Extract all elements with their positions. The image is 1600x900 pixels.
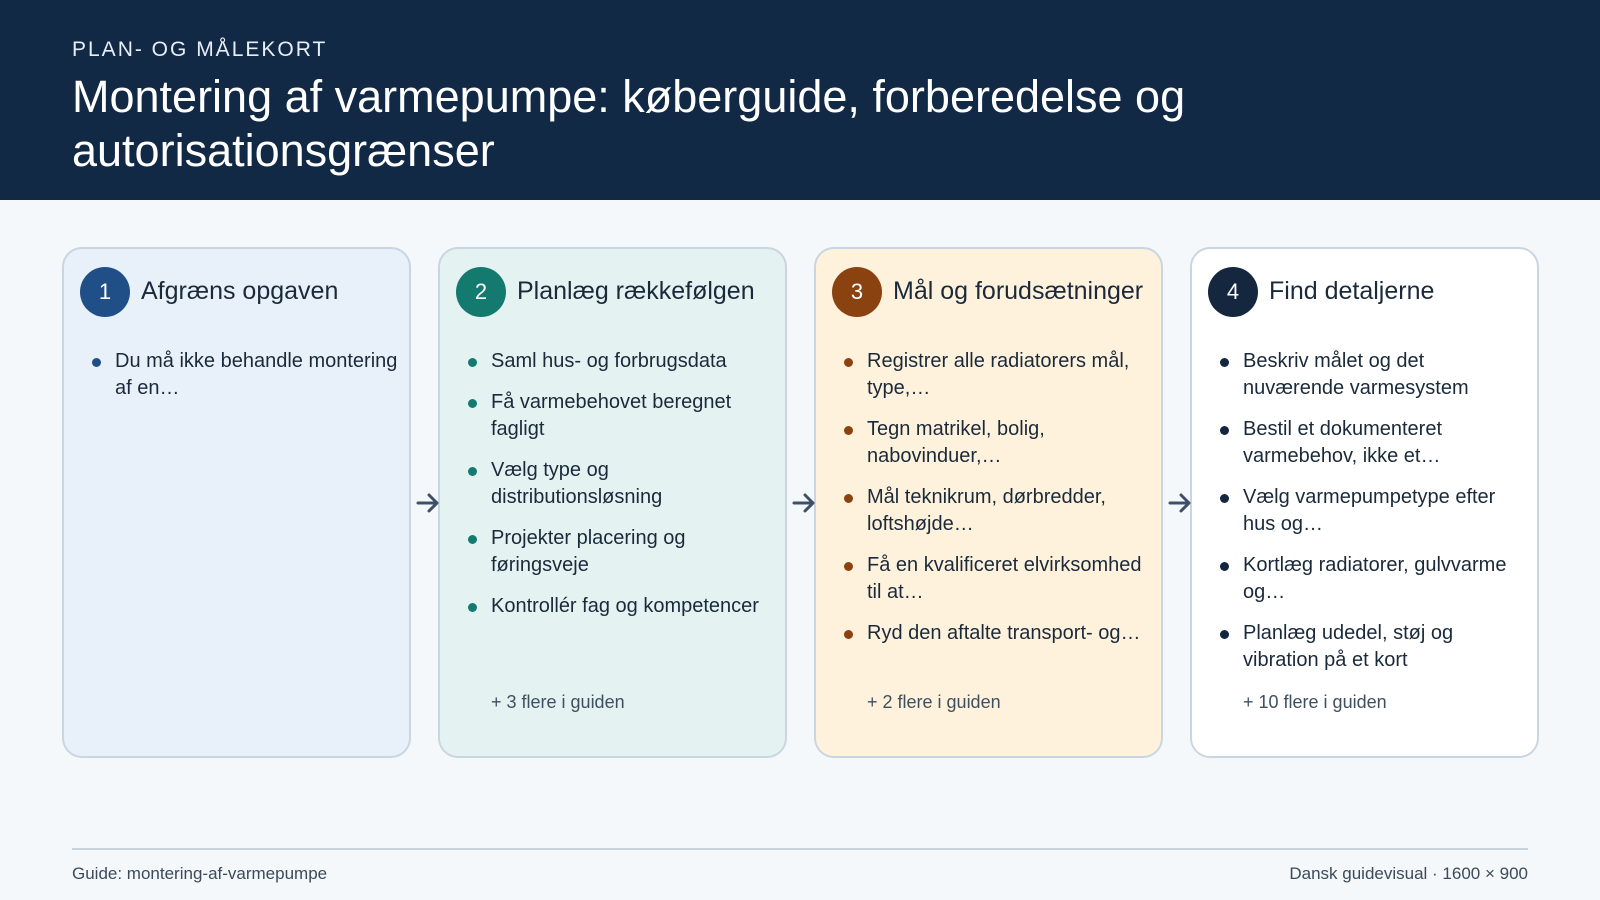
step-card-1 — [62, 247, 411, 758]
list-item — [1220, 348, 1530, 402]
bullet-icon — [844, 358, 853, 367]
list-item — [844, 416, 1154, 470]
list-item — [468, 457, 778, 511]
footer-divider — [72, 848, 1528, 850]
bullet-icon — [1220, 494, 1229, 503]
bullet-icon — [468, 467, 477, 476]
list-item — [468, 389, 778, 443]
arrow-right-icon — [1165, 488, 1195, 518]
bullet-icon — [844, 630, 853, 639]
kicker-label: PLAN- OG MÅLEKORT — [72, 38, 328, 61]
list-item — [468, 593, 778, 620]
bullet-icon — [468, 358, 477, 367]
step-card-3 — [814, 247, 1163, 758]
list-item-text: Bestil et dokumenteret varmebehov, ikke et… — [1243, 418, 1442, 467]
list-item — [1220, 620, 1530, 674]
list-item — [468, 525, 778, 579]
bullet-icon — [1220, 426, 1229, 435]
page-title: Montering af varmepumpe: køberguide, forberedelse og autorisationsgrænser — [72, 71, 1186, 176]
step-items — [1220, 348, 1530, 688]
list-item-text: Tegn matrikel, bolig, nabovinduer,… — [867, 418, 1045, 467]
more-in-guide-link[interactable]: + 3 flere i guiden — [491, 692, 625, 712]
list-item-text: Mål teknikrum, dørbredder, loftshøjde… — [867, 486, 1106, 535]
list-item-text: Ryd den aftalte transport- og… — [867, 622, 1141, 644]
list-item — [1220, 484, 1530, 538]
list-item — [1220, 552, 1530, 606]
bullet-icon — [1220, 562, 1229, 571]
list-item — [1220, 416, 1530, 470]
step-number-badge: 3 — [832, 267, 882, 317]
bullet-icon — [92, 358, 101, 367]
bullet-icon — [844, 494, 853, 503]
bullet-icon — [468, 603, 477, 612]
step-title: Planlæg rækkefølgen — [517, 277, 755, 305]
list-item — [844, 348, 1154, 402]
step-number-badge: 1 — [80, 267, 130, 317]
step-number-badge: 2 — [456, 267, 506, 317]
bullet-icon — [1220, 358, 1229, 367]
list-item — [92, 348, 402, 402]
list-item-text: Få varmebehovet beregnet fagligt — [491, 391, 732, 440]
list-item — [468, 348, 778, 375]
list-item — [844, 552, 1154, 606]
step-title: Mål og forudsætninger — [893, 277, 1144, 305]
list-item-text: Få en kvalificeret elvirksomhed til at… — [867, 554, 1142, 603]
step-items — [92, 348, 402, 416]
list-item-text: Planlæg udedel, støj og vibration på et kort — [1243, 622, 1454, 671]
list-item — [844, 620, 1154, 647]
footer-meta: Dansk guidevisual · 1600 × 900 — [1289, 864, 1528, 883]
list-item-text: Beskriv målet og det nuværende varmesystem — [1243, 350, 1469, 399]
header-banner — [0, 0, 1600, 200]
list-item-text: Du må ikke behandle montering af en… — [115, 350, 398, 399]
list-item-text: Kortlæg radiatorer, gulvvarme og… — [1243, 554, 1507, 603]
bullet-icon — [844, 426, 853, 435]
bullet-icon — [468, 399, 477, 408]
list-item — [844, 484, 1154, 538]
list-item-text: Vælg type og distributionsløsning — [491, 459, 663, 508]
step-card-4 — [1190, 247, 1539, 758]
list-item-text: Vælg varmepumpetype efter hus og… — [1243, 486, 1496, 535]
list-item-text: Kontrollér fag og kompetencer — [491, 595, 759, 617]
step-title: Find detaljerne — [1269, 277, 1435, 305]
list-item-text: Registrer alle radiatorers mål, type,… — [867, 350, 1130, 399]
step-items — [468, 348, 778, 634]
list-item-text: Saml hus- og forbrugsdata — [491, 350, 727, 372]
step-number-badge: 4 — [1208, 267, 1258, 317]
step-card-2 — [438, 247, 787, 758]
more-in-guide-link[interactable]: + 2 flere i guiden — [867, 692, 1001, 712]
step-title: Afgræns opgaven — [141, 277, 339, 305]
bullet-icon — [1220, 630, 1229, 639]
step-items — [844, 348, 1154, 661]
more-in-guide-link[interactable]: + 10 flere i guiden — [1243, 692, 1387, 712]
bullet-icon — [468, 535, 477, 544]
arrow-right-icon — [789, 488, 819, 518]
footer-source: Guide: montering-af-varmepumpe — [72, 864, 328, 883]
arrow-right-icon — [413, 488, 443, 518]
list-item-text: Projekter placering og føringsveje — [491, 527, 686, 576]
bullet-icon — [844, 562, 853, 571]
